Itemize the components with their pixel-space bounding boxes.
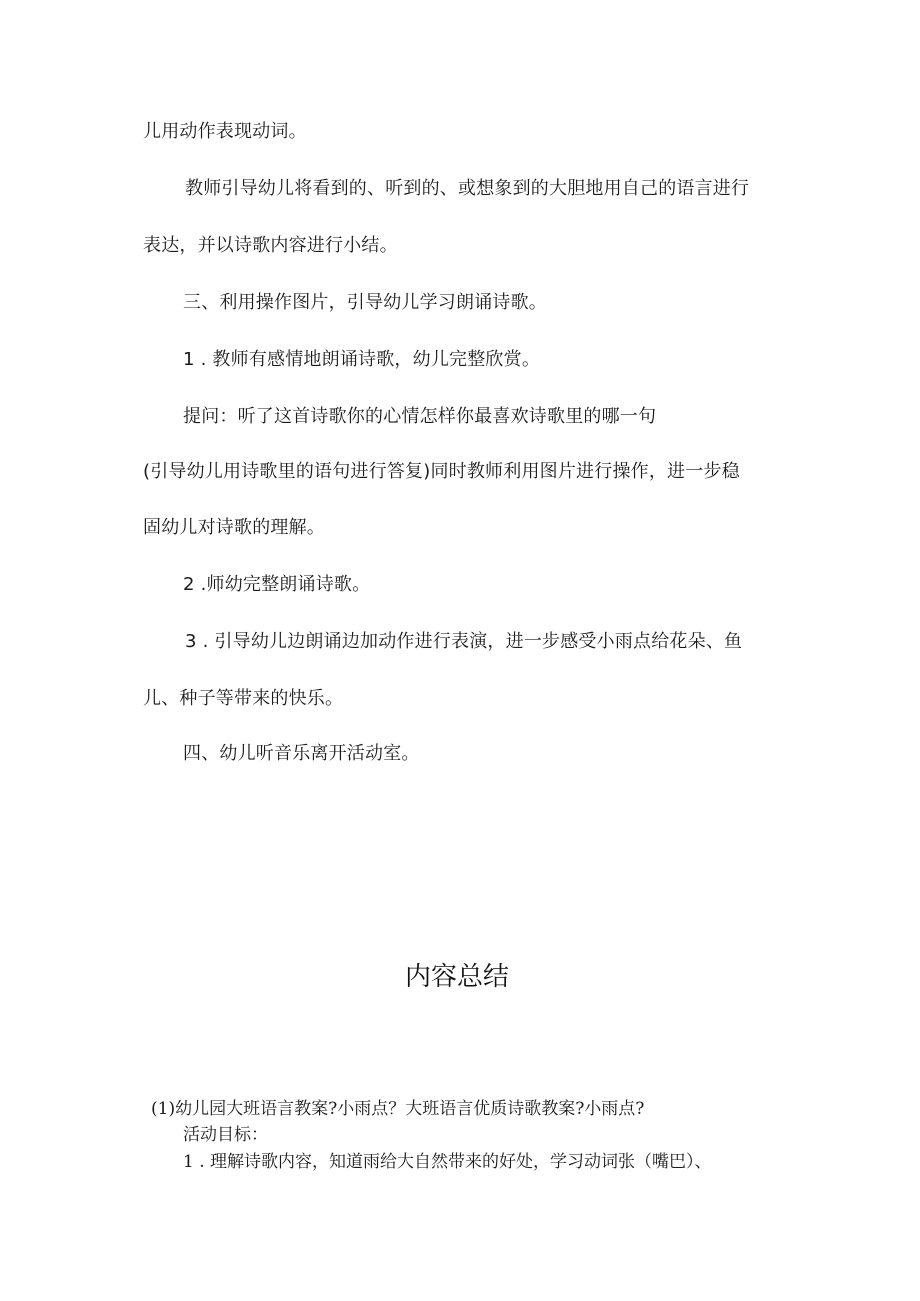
paragraph-10: 3 . 引导幼儿边朗诵边加动作进行表演，进一步感受小雨点给花朵、鱼	[185, 631, 743, 652]
summary-line-2: 活动目标：	[183, 1125, 268, 1145]
summary-title: 内容总结	[405, 962, 510, 992]
paragraph-4: 三、利用操作图片，引导幼儿学习朗诵诗歌。	[183, 292, 547, 313]
summary-line-1: (1)幼儿园大班语言教案?小雨点？大班语言优质诗歌教案?小雨点?	[151, 1099, 645, 1119]
paragraph-5: 1 . 教师有感情地朗诵诗歌，幼儿完整欣赏。	[183, 349, 541, 370]
paragraph-3: 表达，并以诗歌内容进行小结。	[143, 235, 398, 256]
paragraph-8: 固幼儿对诗歌的理解。	[143, 517, 325, 538]
paragraph-2: 教师引导幼儿将看到的、听到的、或想象到的大胆地用自己的语言进行	[185, 178, 750, 199]
paragraph-1: 儿用动作表现动词。	[143, 121, 307, 142]
paragraph-12: 四、幼儿听音乐离开活动室。	[183, 743, 420, 764]
paragraph-7: (引导幼儿用诗歌里的语句进行答复)同时教师利用图片进行操作，进一步稳	[143, 461, 740, 482]
paragraph-6: 提问：听了这首诗歌你的心情怎样你最喜欢诗歌里的哪一句	[183, 406, 657, 427]
summary-line-3: 1 . 理解诗歌内容，知道雨给大自然带来的好处，学习动词张（嘴巴）、	[183, 1152, 712, 1172]
paragraph-11: 儿、种子等带来的快乐。	[143, 688, 344, 709]
paragraph-9: 2 .师幼完整朗诵诗歌。	[183, 574, 371, 595]
